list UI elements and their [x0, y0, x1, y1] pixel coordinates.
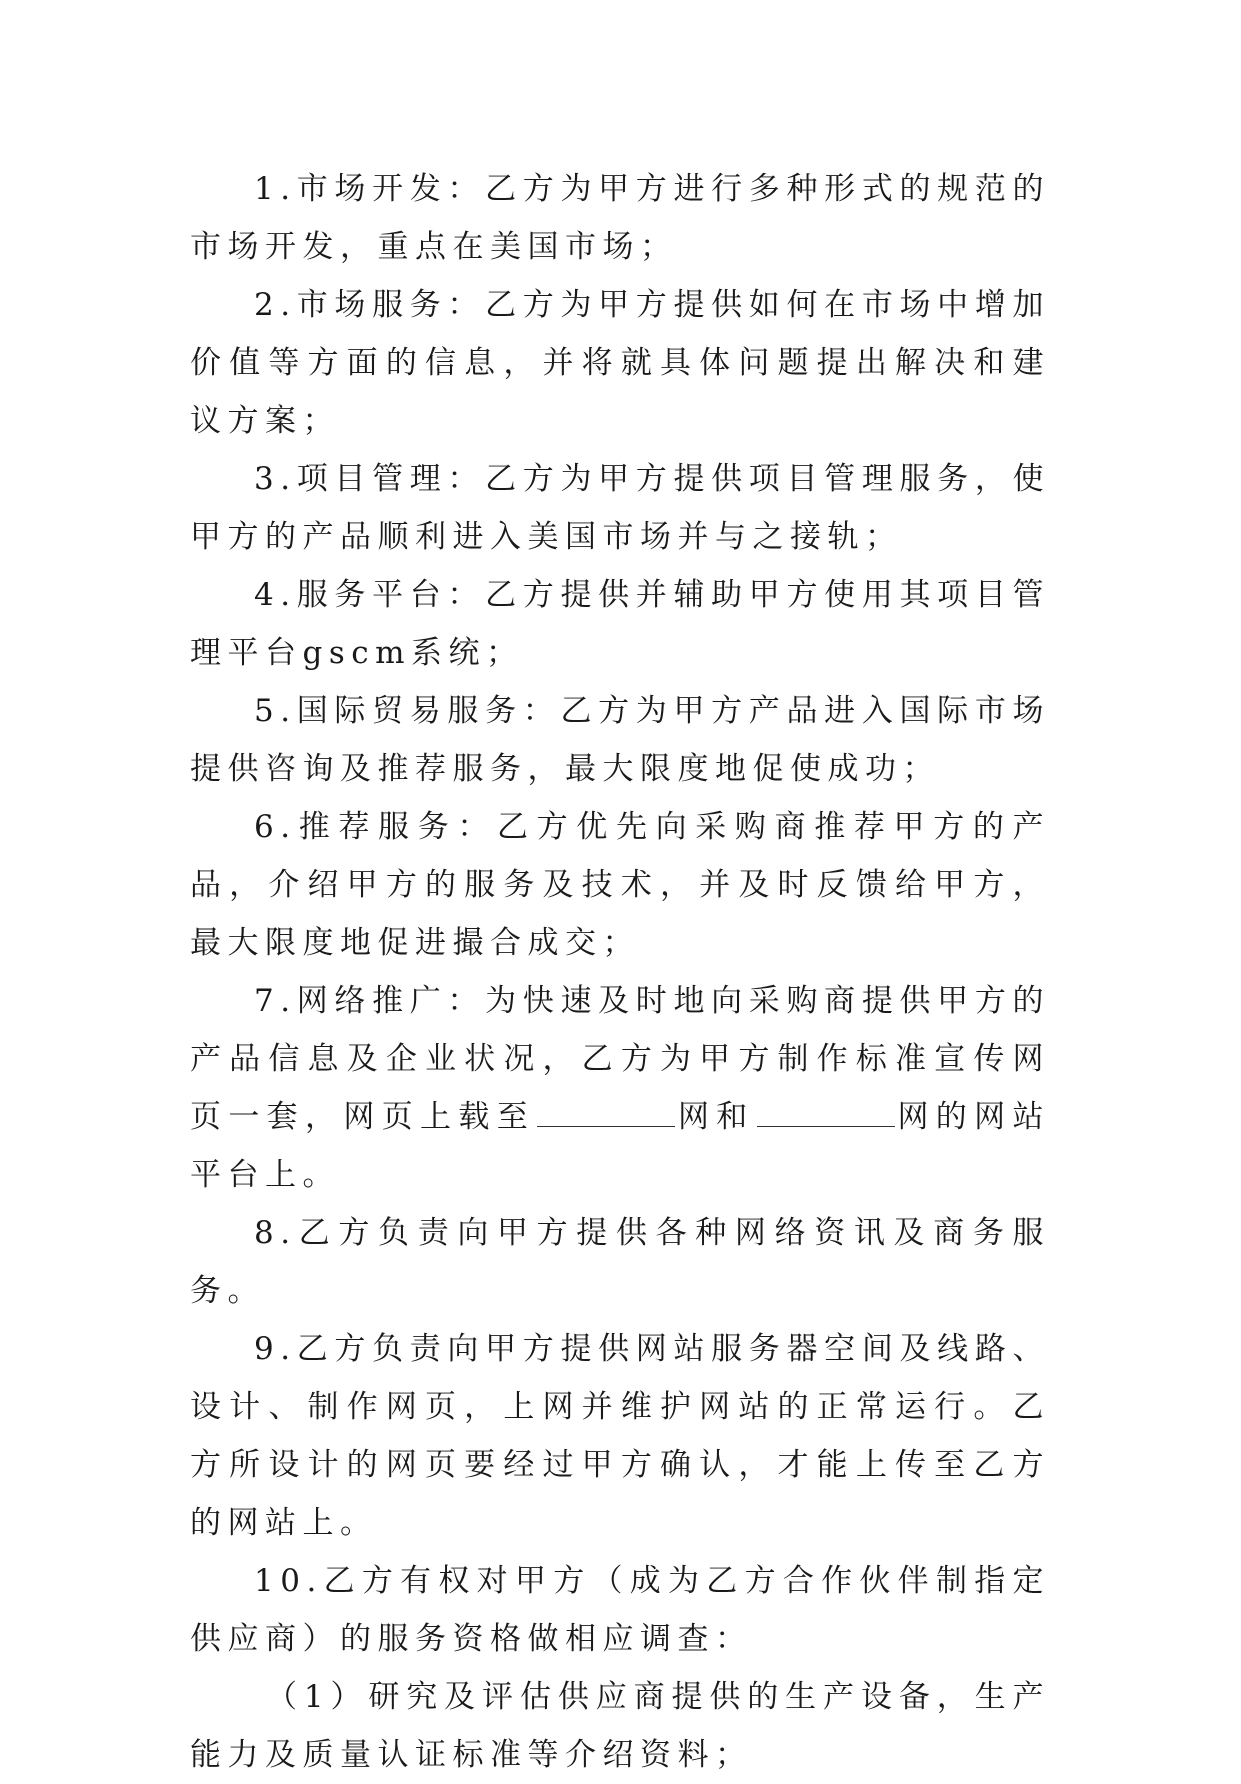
- blank-fill-line-1: [537, 1095, 675, 1127]
- clause-8-network-info: 8.乙方负责向甲方提供各种网络资讯及商务服务。: [190, 1215, 1050, 1309]
- clause-9-website-hosting: 9.乙方负责向甲方提供网站服务器空间及线路、设计、制作网页，上网并维护网站的正常运行。乙方所设计的网页要经过甲方确认，才能上传至乙方的网站上。: [190, 1331, 1050, 1541]
- clause-6-recommendation-service: 6.推荐服务：乙方优先向采购商推荐甲方的产品，介绍甲方的服务及技术，并及时反馈给甲方，最大限度地促进撮合成交；: [190, 809, 1050, 961]
- clause-3-project-management: 3.项目管理：乙方为甲方提供项目管理服务，使甲方的产品顺利进入美国市场并与之接轨；: [190, 461, 1050, 555]
- clause-7-text-c: 网的网站平台上。: [190, 1099, 1050, 1193]
- clause-1-market-development: 1.市场开发：乙方为甲方进行多种形式的规范的市场开发，重点在美国市场；: [190, 171, 1050, 265]
- clause-4-service-platform: 4.服务平台：乙方提供并辅助甲方使用其项目管理平台gscm系统；: [190, 577, 1050, 671]
- clause-7-text-a: 7.网络推广：为快速及时地向采购商提供甲方的产品信息及企业状况，乙方为甲方制作标准宣传网页一套，网页上载至: [190, 983, 1050, 1135]
- clause-10-supplier-review: 10.乙方有权对甲方（成为乙方合作伙伴制指定供应商）的服务资格做相应调查：: [190, 1563, 1050, 1657]
- clause-5-international-trade: 5.国际贸易服务：乙方为甲方产品进入国际市场提供咨询及推荐服务，最大限度地促使成功；: [190, 693, 1050, 787]
- clause-7-online-promotion: [190, 972, 1050, 1204]
- blank-fill-line-2: [757, 1095, 895, 1127]
- clause-10-item-1: （1）研究及评估供应商提供的生产设备，生产能力及质量认证标准等介绍资料；: [190, 1679, 1050, 1773]
- document-body: [190, 160, 1050, 1784]
- clause-2-market-service: 2.市场服务：乙方为甲方提供如何在市场中增加价值等方面的信息，并将就具体问题提出解决和建议方案；: [190, 287, 1050, 439]
- clause-7-text-b: 网和: [677, 1099, 755, 1135]
